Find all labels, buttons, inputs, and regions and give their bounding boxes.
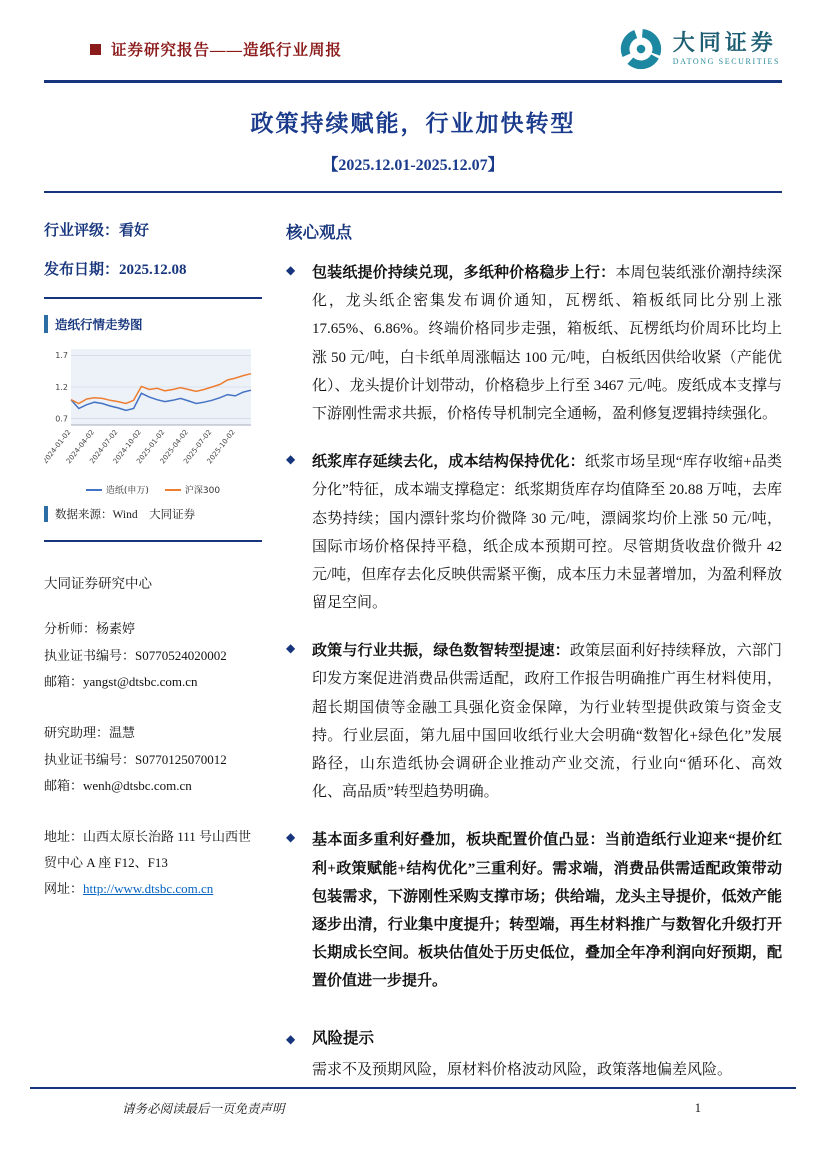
svg-text:2024-04-02: 2024-04-02 <box>64 428 97 466</box>
core-point-text <box>312 259 782 428</box>
page-header <box>44 24 782 80</box>
core-point-lead: 纸浆库存延续去化，成本结构保持优化： <box>312 454 585 471</box>
data-source-note: 数据来源：Wind 大同证券 <box>44 506 262 522</box>
page-footer <box>30 1087 796 1117</box>
core-point-text <box>312 637 782 806</box>
risk-text: 需求不及预期风险，原材料价格波动风险，政策落地偏差风险。 <box>312 1061 733 1078</box>
analyst-email: 邮箱：yangst@dtsbc.com.cn <box>44 674 198 690</box>
core-point-body: 本周包装纸涨价潮持续深化，龙头纸企密集发布调价通知，瓦楞纸、箱板纸同比分别上涨 17.65%、6.86%。终端价格同步走强，箱板纸、瓦楞纸均价周环比均上涨 50 元/吨，白卡纸单周涨幅达 100 元/吨，白板纸因供给收紧（产能优化）、龙头提价计划带动，价格稳步上行至 3467 元/吨。废纸成本支撑与下游刚性需求共振，价格传导机制完全通畅，盈利修复逻辑持续强化。 <box>312 265 782 422</box>
report-date-range: 【2025.12.01-2025.12.07】 <box>322 157 504 174</box>
datong-logo-icon <box>618 26 664 72</box>
core-point-body: 当前造纸行业迎来“提价红利+政策赋能+结构优化”三重利好。需求端，消费品供需适配政策带动包装需求，下游刚性采购支撑市场；供给端，龙头主导提价，低效产能逐步出清，行业集中度提升；转型端，再生材料推广与数智化升级打开长期成长空间。板块估值处于历史低位，叠加全年净利润向好预期，配置价值进一步提升。 <box>312 832 782 990</box>
sidebar-rule-top <box>44 297 262 299</box>
main-content <box>286 219 782 1084</box>
core-point-item <box>286 259 782 428</box>
content-columns <box>44 219 782 1084</box>
core-point-lead: 政策与行业共振，绿色数智转型提速： <box>312 643 570 660</box>
chart-legend <box>44 483 262 496</box>
company-address: 地址：山西太原长治路 111 号山西世贸中心 A 座 F12、F13 <box>44 828 252 870</box>
brand-name-en: DATONG SECURITIES <box>672 57 780 67</box>
footer-disclaimer: 请务必阅读最后一页免责声明 <box>122 1102 285 1116</box>
core-point-body: 纸浆市场呈现“库存收缩+品类分化”特征，成本端支撑稳定：纸浆期货库存均值降至 20.88 万吨，去库态势持续；国内漂针浆均价微降 30 元/吨，漂阔浆均价上涨 50 元/吨，国际市场价格保持平稳，纸企成本预期可控。尽管期货收盘价微升 42 元/吨，但库存去化反映供需紧平衡，成本压力未显著增加，为盈利释放留足空间。 <box>312 454 782 612</box>
trend-chart <box>44 341 262 483</box>
core-point-item <box>286 448 782 617</box>
diamond-bullet-icon: ◆ <box>286 263 296 277</box>
address-block <box>44 824 262 876</box>
assistant-cert-number: 执业证书编号：S0770125070012 <box>44 751 227 767</box>
analyst-block <box>44 616 262 696</box>
legend-item <box>86 483 149 496</box>
brand-text <box>673 31 780 67</box>
title-rule <box>44 191 782 193</box>
svg-text:2025-01-02: 2025-01-02 <box>135 428 167 466</box>
risk-section-header <box>286 1026 782 1048</box>
legend-line-icon <box>86 489 102 491</box>
header-rule <box>44 80 782 83</box>
svg-text:2024-01-02: 2024-01-02 <box>44 428 73 466</box>
svg-text:2025-10-02: 2025-10-02 <box>205 428 237 466</box>
core-point-text <box>312 826 782 995</box>
website-row <box>44 878 262 897</box>
core-point-lead: 基本面多重利好叠加，板块配置价值凸显： <box>312 832 605 849</box>
svg-text:2024-07-02: 2024-07-02 <box>88 428 120 466</box>
core-point-item <box>286 637 782 806</box>
trend-chart-svg <box>44 341 256 479</box>
sidebar-rule-bottom <box>44 540 262 542</box>
legend-item <box>165 483 220 496</box>
svg-text:1.7: 1.7 <box>55 351 68 361</box>
core-point-item <box>286 826 782 995</box>
report-title: 政策持续赋能，行业加快转型 <box>250 111 576 136</box>
svg-text:2025-07-02: 2025-07-02 <box>182 428 214 466</box>
svg-text:2024-10-02: 2024-10-02 <box>111 428 143 466</box>
legend-label: 沪深300 <box>184 486 221 496</box>
risk-title: 风险提示 <box>312 1029 375 1047</box>
diamond-bullet-icon: ◆ <box>286 452 296 467</box>
brand-name-cn: 大同证券 <box>672 30 777 55</box>
core-point-lead: 包装纸提价持续兑现，多纸种价格稳步上行： <box>312 265 616 281</box>
legend-label: 造纸(申万) <box>105 486 149 496</box>
svg-text:1.2: 1.2 <box>55 382 68 392</box>
assistant-email: 邮箱：wenh@dtsbc.com.cn <box>44 778 192 794</box>
report-tag-group <box>90 38 342 60</box>
sidebar <box>44 219 262 1084</box>
page-number: 1 <box>694 1100 701 1115</box>
industry-rating: 行业评级：看好 <box>44 223 150 239</box>
footer-row <box>30 1089 796 1117</box>
publish-date: 发布日期：2025.12.08 <box>44 262 187 278</box>
diamond-bullet-icon: ◆ <box>286 1031 296 1046</box>
core-point-body: 政策层面利好持续释放，六部门印发方案促进消费品供需适配，政府工作报告明确推广再生材料使用，超长期国债等金融工具强化资金保障，为行业转型提供政策与资金支持。行业层面，第九届中国回收纸行业大会明确“数智化+绿色化”发展路径，山东造纸协会调研企业推动产业交流，行业向“循环化、高效化、高品质”转型趋势明确。 <box>312 643 782 801</box>
website-link[interactable]: http://www.dtsbc.com.cn <box>83 880 214 896</box>
core-point-text <box>312 448 782 617</box>
website-label: 网址： <box>44 880 84 896</box>
core-points-list <box>286 259 782 996</box>
svg-text:0.7: 0.7 <box>55 414 68 424</box>
red-square-icon <box>90 44 101 55</box>
chart-caption: 造纸行情走势图 <box>44 315 262 333</box>
diamond-bullet-icon: ◆ <box>286 830 296 845</box>
assistant-block <box>44 720 262 800</box>
diamond-bullet-icon: ◆ <box>286 641 296 656</box>
analyst-name: 分析师：杨素婷 <box>44 621 136 636</box>
assistant-name: 研究助理：温慧 <box>44 724 136 740</box>
legend-line-icon <box>165 489 181 491</box>
svg-text:2025-04-02: 2025-04-02 <box>158 428 190 466</box>
analyst-cert-number: 执业证书编号：S0770524020002 <box>44 647 227 663</box>
research-center-label: 大同证券研究中心 <box>44 576 152 591</box>
brand-block <box>618 26 780 72</box>
core-points-title: 核心观点 <box>286 223 352 242</box>
report-tag: 证券研究报告——造纸行业周报 <box>111 42 343 59</box>
